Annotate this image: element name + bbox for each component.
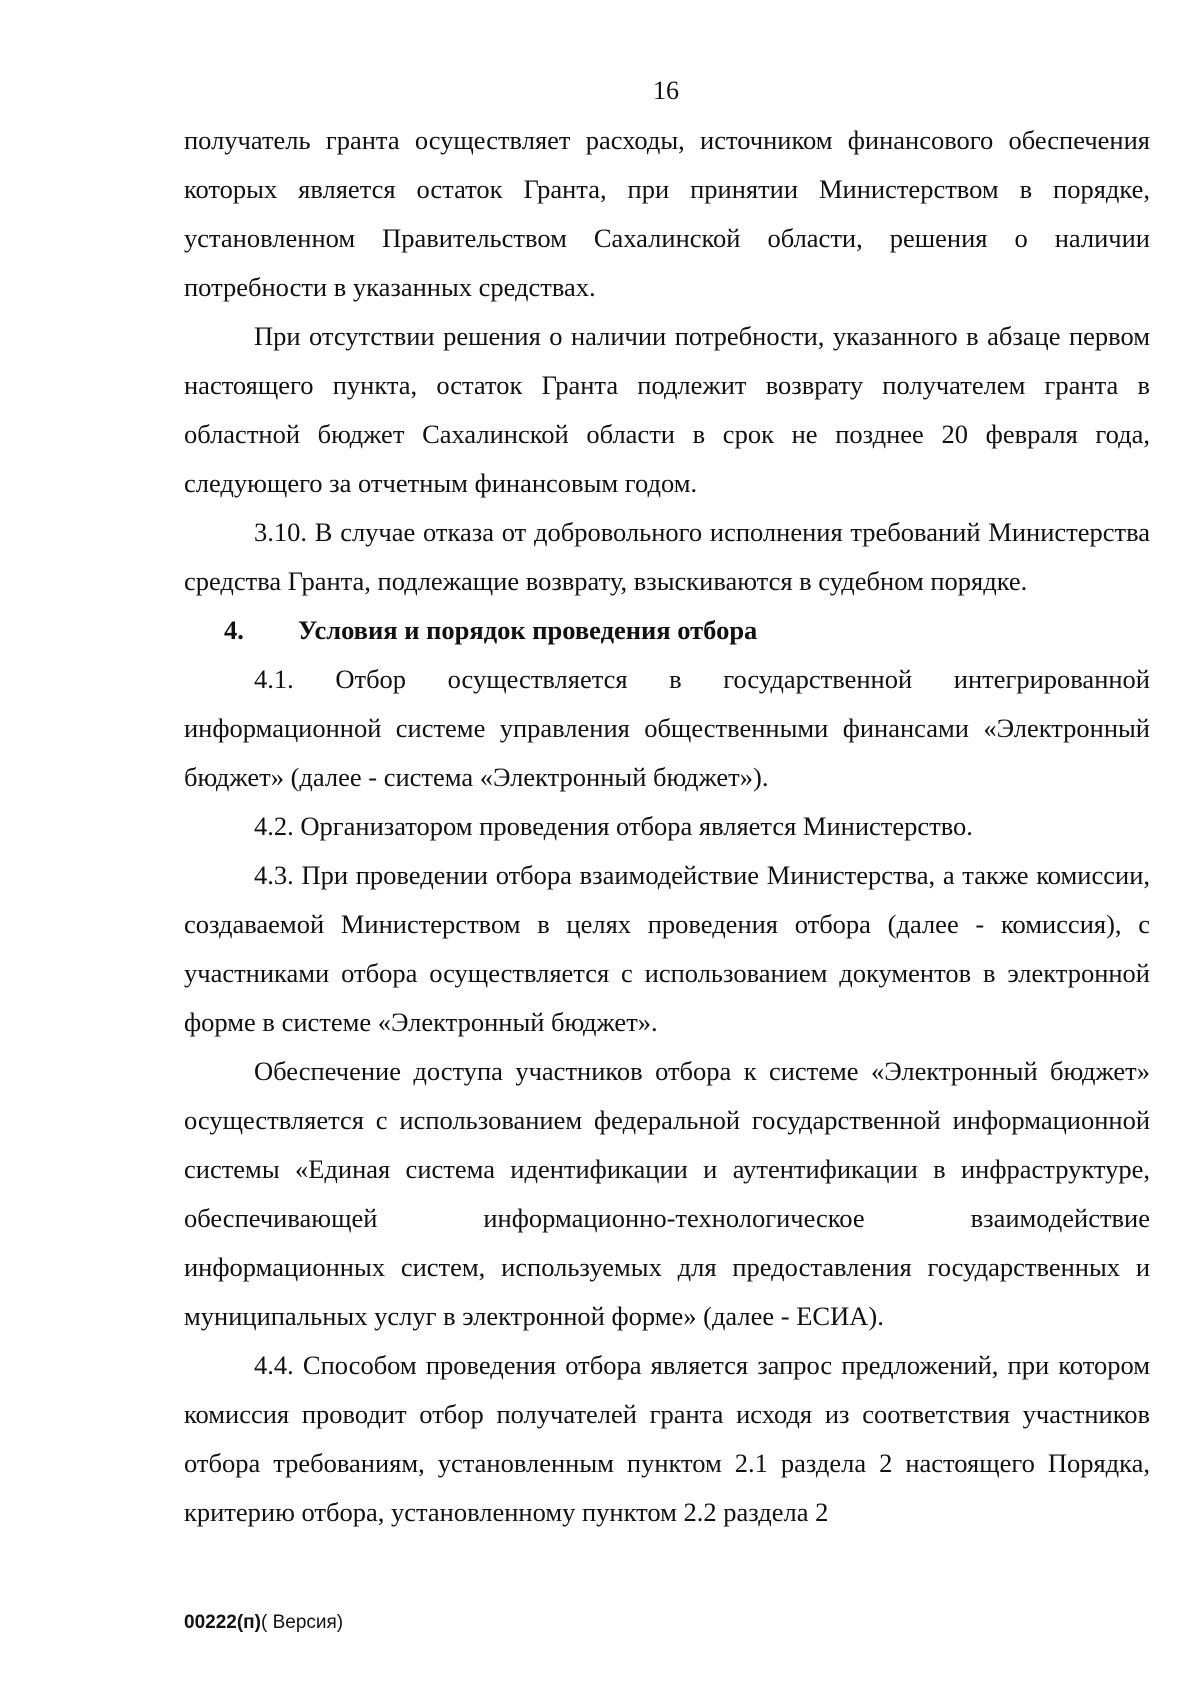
section-number: 4. [224,615,244,645]
footer-code: 00222(п) [184,1612,261,1633]
footer-document-code [184,1612,343,1634]
paragraph-4-2: 4.2. Организатором проведения отбора является Министерство. [254,811,973,841]
paragraph-3-10: 3.10. В случае отказа от добровольного исполнения требований Министерства средства Гранта, подлежащие возврату, взыскиваются в судебном порядке. [184,517,1150,596]
footer-version: ( Версия) [260,1612,344,1633]
document-body [184,116,1150,1537]
paragraph-esia-access: Обеспечение доступа участников отбора к системе «Электронный бюджет» осуществляется с использованием федеральной государственной информационной системы «Единая система идентификации и аутентификации в инфраструктуре, обеспечивающей информационно-технологическое взаимодействие информационных систем, используемых для предоставления государственных и муниципальных услуг в электронной форме» (далее - ЕСИА). [184,1056,1150,1331]
section-title: Условия и порядок проведения отбора [297,615,758,645]
paragraph-4-4: 4.4. Способом проведения отбора является запрос предложений, при котором комиссия проводит отбор получателей гранта исходя из соответствия участников отбора требованиям, установленным пунктом 2.1 раздела 2 настоящего Порядка, критерию отбора, установленному пунктом 2.2 раздела 2 [184,1350,1150,1527]
paragraph-4-3: 4.3. При проведении отбора взаимодействие Министерства, а также комиссии, создаваемой Министерством в целях проведения отбора (далее - комиссия), с участниками отбора осуществляется с использованием документов в электронной форме в системе «Электронный бюджет». [184,860,1150,1037]
paragraph-continuation: получатель гранта осуществляет расходы, источником финансового обеспечения которых является остаток Гранта, при принятии Министерством в порядке, установленном Правительством Сахалинской области, решения о наличии потребности в указанных средствах. [184,125,1150,302]
section-heading [184,606,1150,655]
paragraph-no-decision: При отсутствии решения о наличии потребности, указанного в абзаце первом настоящего пункта, остаток Гранта подлежит возврату получателем гранта в областной бюджет Сахалинской области в срок не позднее 20 февраля года, следующего за отчетным финансовым годом. [184,321,1150,498]
paragraph-4-1: 4.1. Отбор осуществляется в государственной интегрированной информационной системе управления общественными финансами «Электронный бюджет» (далее - система «Электронный бюджет»). [184,664,1150,792]
page-number: 16 [653,76,679,105]
